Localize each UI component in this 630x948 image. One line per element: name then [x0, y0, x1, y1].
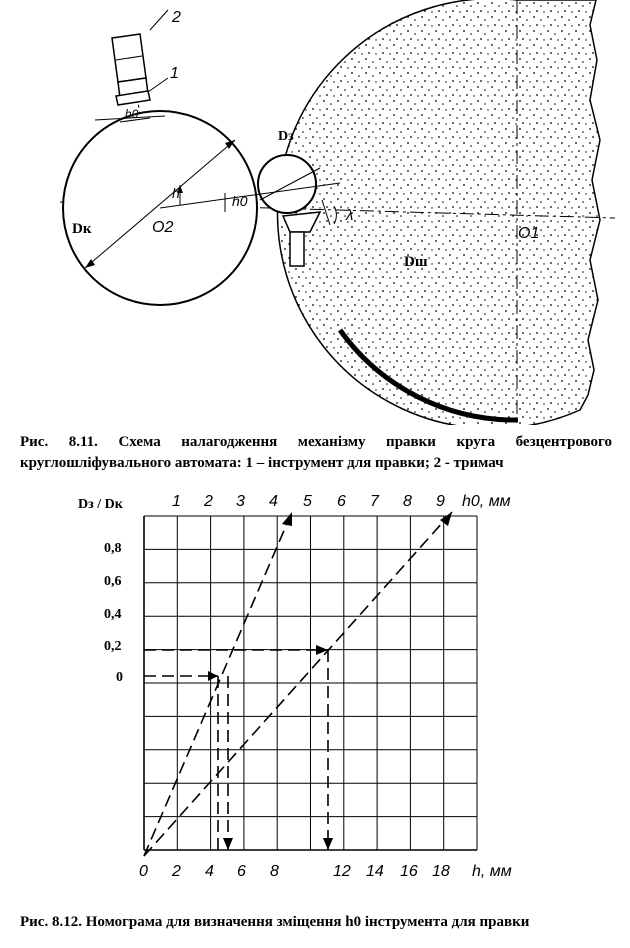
y-tick: 0,4	[104, 607, 122, 622]
bottom-tick: 6	[237, 863, 246, 880]
arrowhead	[440, 512, 452, 526]
top-tick: 3	[236, 493, 245, 510]
nomogram-line-shallow	[144, 512, 452, 856]
figure-8-12	[0, 478, 630, 898]
nomogram	[0, 478, 630, 898]
arrowhead	[323, 838, 333, 850]
bottom-tick: 8	[270, 863, 279, 880]
label-lambda: λ	[346, 207, 354, 224]
workpiece-circle	[258, 155, 316, 213]
figure-8-12-caption: Рис. 8.12. Номограма для визначення зміщення h0 інструмента для правки	[20, 914, 530, 930]
label-o2: O2	[152, 219, 174, 236]
label-dk: Dк	[72, 221, 92, 237]
top-tick-labels	[172, 493, 445, 510]
arrowhead	[208, 671, 218, 681]
figure-8-11	[0, 0, 630, 425]
bottom-tick: 16	[400, 863, 418, 880]
y-tick: 0,2	[104, 639, 122, 654]
y-tick: 0,6	[104, 574, 122, 589]
bottom-tick-labels	[139, 863, 450, 880]
top-tick: 9	[436, 493, 445, 510]
top-tick: 6	[337, 493, 346, 510]
y-tick-labels	[104, 541, 123, 685]
top-tick: 1	[172, 493, 181, 510]
label-holder-number: 2	[172, 9, 181, 26]
dressing-scheme-diagram	[0, 0, 630, 425]
bottom-axis-label: h, мм	[472, 863, 512, 880]
y-tick: 0,8	[104, 541, 122, 556]
bottom-tick: 18	[432, 863, 450, 880]
tool-holder	[112, 10, 168, 98]
top-tick: 8	[403, 493, 412, 510]
label-dsh: Dш	[404, 254, 428, 270]
figure-8-11-caption: Рис. 8.11. Схема налагодження механізму правки круга безцентрового круглошліфувального автомата: 1 – інструмент для правки; 2 - тримач	[20, 434, 612, 471]
nomogram-lines	[144, 512, 452, 856]
bottom-tick: 14	[366, 863, 384, 880]
top-tick: 4	[269, 493, 278, 510]
label-h0: h0	[232, 193, 248, 209]
label-h: h	[172, 185, 180, 201]
bottom-tick: 0	[139, 863, 148, 880]
top-tick: 2	[204, 493, 213, 510]
label-dz: Dз	[278, 129, 294, 144]
bottom-tick: 4	[205, 863, 214, 880]
arrowhead	[223, 838, 233, 850]
label-o1: O1	[518, 225, 540, 242]
label-tool-number: 1	[170, 65, 179, 82]
y-tick: 0	[116, 670, 123, 685]
bottom-tick: 2	[172, 863, 181, 880]
label-h0-top: h0	[125, 107, 139, 121]
top-axis-label: h0, мм	[462, 493, 511, 510]
top-tick: 7	[370, 493, 379, 510]
y-axis-label: Dз / Dк	[78, 497, 123, 512]
top-tick: 5	[303, 493, 312, 510]
bottom-tick: 12	[333, 863, 351, 880]
arrowhead	[282, 512, 292, 526]
